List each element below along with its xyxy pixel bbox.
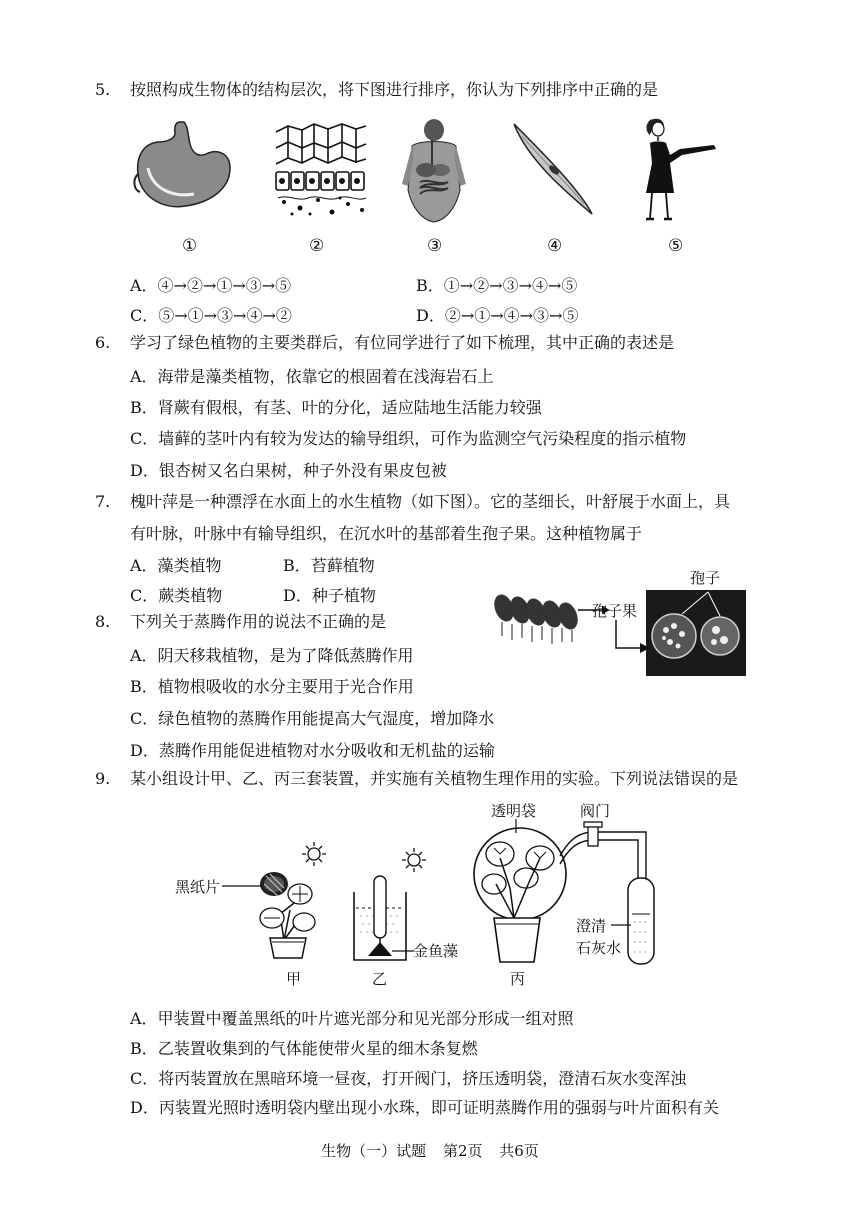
q9-option-d: D．丙装置光照时透明袋内壁出现小水珠，即可证明蒸腾作用的强弱与叶片面积有关 [130, 1098, 719, 1117]
q9-option-a: A．甲装置中覆盖黑纸的叶片遮光部分和见光部分形成一组对照 [130, 1009, 574, 1028]
question-8 [0, 612, 560, 632]
q5-option-c: C．⑤→①→③→④→② [130, 306, 292, 325]
goldfish-weed-pointer [392, 949, 414, 953]
transparent-bag-label: 透明袋 [491, 802, 537, 820]
bag-pointer [514, 819, 518, 833]
q6-option-d: D．银杏树又名白果树，种子外没有果皮包被 [130, 461, 447, 480]
question-number: 9. [95, 769, 111, 788]
q8-option-b: B．植物根吸收的水分主要用于光合作用 [130, 677, 414, 696]
q5-option-a: A．④→②→①→③→⑤ [130, 276, 292, 295]
q8-option-c: C．绿色植物的蒸腾作用能提高大气湿度，增加降水 [130, 709, 495, 728]
limewater-label-1: 澄清 [576, 917, 607, 935]
figure-label-5: ⑤ [668, 236, 684, 256]
question-text: 学习了绿色植物的主要类群后，有位同学进行了如下梳理，其中正确的表述是 [130, 333, 675, 352]
question-5 [0, 80, 860, 100]
q6-option-b: B．肾蕨有假根，有茎、叶的分化，适应陆地生活能力较强 [130, 398, 542, 417]
apparatus-jia [250, 840, 330, 960]
limewater-pointer [611, 923, 631, 927]
q8-option-a: A．阴天移栽植物，是为了降低蒸腾作用 [130, 646, 414, 665]
question-text: 下列关于蒸腾作用的说法不正确的是 [130, 612, 387, 631]
q8-option-d: D．蒸腾作用能促进植物对水分吸收和无机盐的运输 [130, 741, 495, 760]
q5-option-d: D．②→①→④→③→⑤ [416, 306, 579, 325]
sporocarp-photo [646, 590, 746, 676]
jia-label: 甲 [286, 970, 302, 988]
q7-option-b: B．苔藓植物 [283, 556, 375, 575]
sun-icon [402, 848, 426, 872]
q9-option-b: B．乙装置收集到的气体能使带火星的细木条复燃 [130, 1039, 478, 1058]
figure-label-3: ③ [427, 236, 443, 256]
bing-label: 丙 [510, 970, 526, 988]
q7-option-d: D．种子植物 [283, 586, 376, 605]
spore-label: 孢子 [690, 569, 721, 587]
question-7 [0, 492, 860, 512]
question-9 [0, 769, 860, 789]
q5-option-b: B．①→②→③→④→⑤ [416, 276, 578, 295]
footer-total: 共6页 [499, 1142, 539, 1160]
q7-option-c: C．蕨类植物 [130, 586, 223, 605]
q6-option-a: A．海带是藻类植物，依靠它的根固着在浅海岩石上 [130, 367, 494, 386]
tissue-figure [272, 122, 370, 220]
goldfish-weed-label: 金鱼藻 [413, 942, 459, 960]
question-text-line-2: 有叶脉，叶脉中有输导组织，在沉水叶的基部着生孢子果。这种植物属于 [130, 524, 643, 543]
footer-subject: 生物（一）试题 [321, 1142, 427, 1160]
question-number: 7. [95, 492, 111, 511]
black-paper-label: 黑纸片 [175, 878, 221, 896]
question-text: 按照构成生物体的结构层次，将下图进行排序，你认为下列排序中正确的是 [130, 80, 659, 99]
sporocarp-label: 孢子果 [592, 602, 638, 620]
apparatus-bing [470, 818, 670, 968]
valve-label: 阀门 [580, 802, 611, 820]
question-6 [0, 333, 860, 353]
question-number: 5. [95, 80, 111, 99]
question-number: 6. [95, 333, 111, 352]
question-text: 某小组设计甲、乙、丙三套装置，并实施有关植物生理作用的实验。下列说法错误的是 [130, 769, 739, 788]
question-text-line-1: 槐叶萍是一种漂浮在水面上的水生植物（如下图）。它的茎细长，叶舒展于水面上，具 [130, 492, 731, 511]
yi-label: 乙 [372, 970, 388, 988]
sun-icon [302, 842, 326, 866]
black-paper-pointer [222, 884, 262, 888]
woman-figure [640, 115, 720, 227]
figure-label-2: ② [309, 236, 325, 256]
stomach-figure [128, 118, 238, 218]
figure-label-4: ④ [547, 236, 563, 256]
q6-option-c: C．墙藓的茎叶内有较为发达的输导组织，可作为监测空气污染程度的指示植物 [130, 429, 687, 448]
footer-page: 第2页 [442, 1142, 483, 1160]
muscle-cell-figure [510, 120, 596, 218]
digestive-system-figure [398, 118, 470, 223]
page-footer [0, 1140, 860, 1161]
limewater-label-2: 石灰水 [576, 939, 622, 957]
question-number: 8. [95, 612, 111, 631]
q9-option-c: C．将丙装置放在黑暗环境一昼夜，打开阀门，挤压透明袋，澄清石灰水变浑浊 [130, 1069, 687, 1088]
figure-label-1: ① [182, 236, 198, 256]
q7-option-a: A．藻类植物 [130, 556, 222, 575]
